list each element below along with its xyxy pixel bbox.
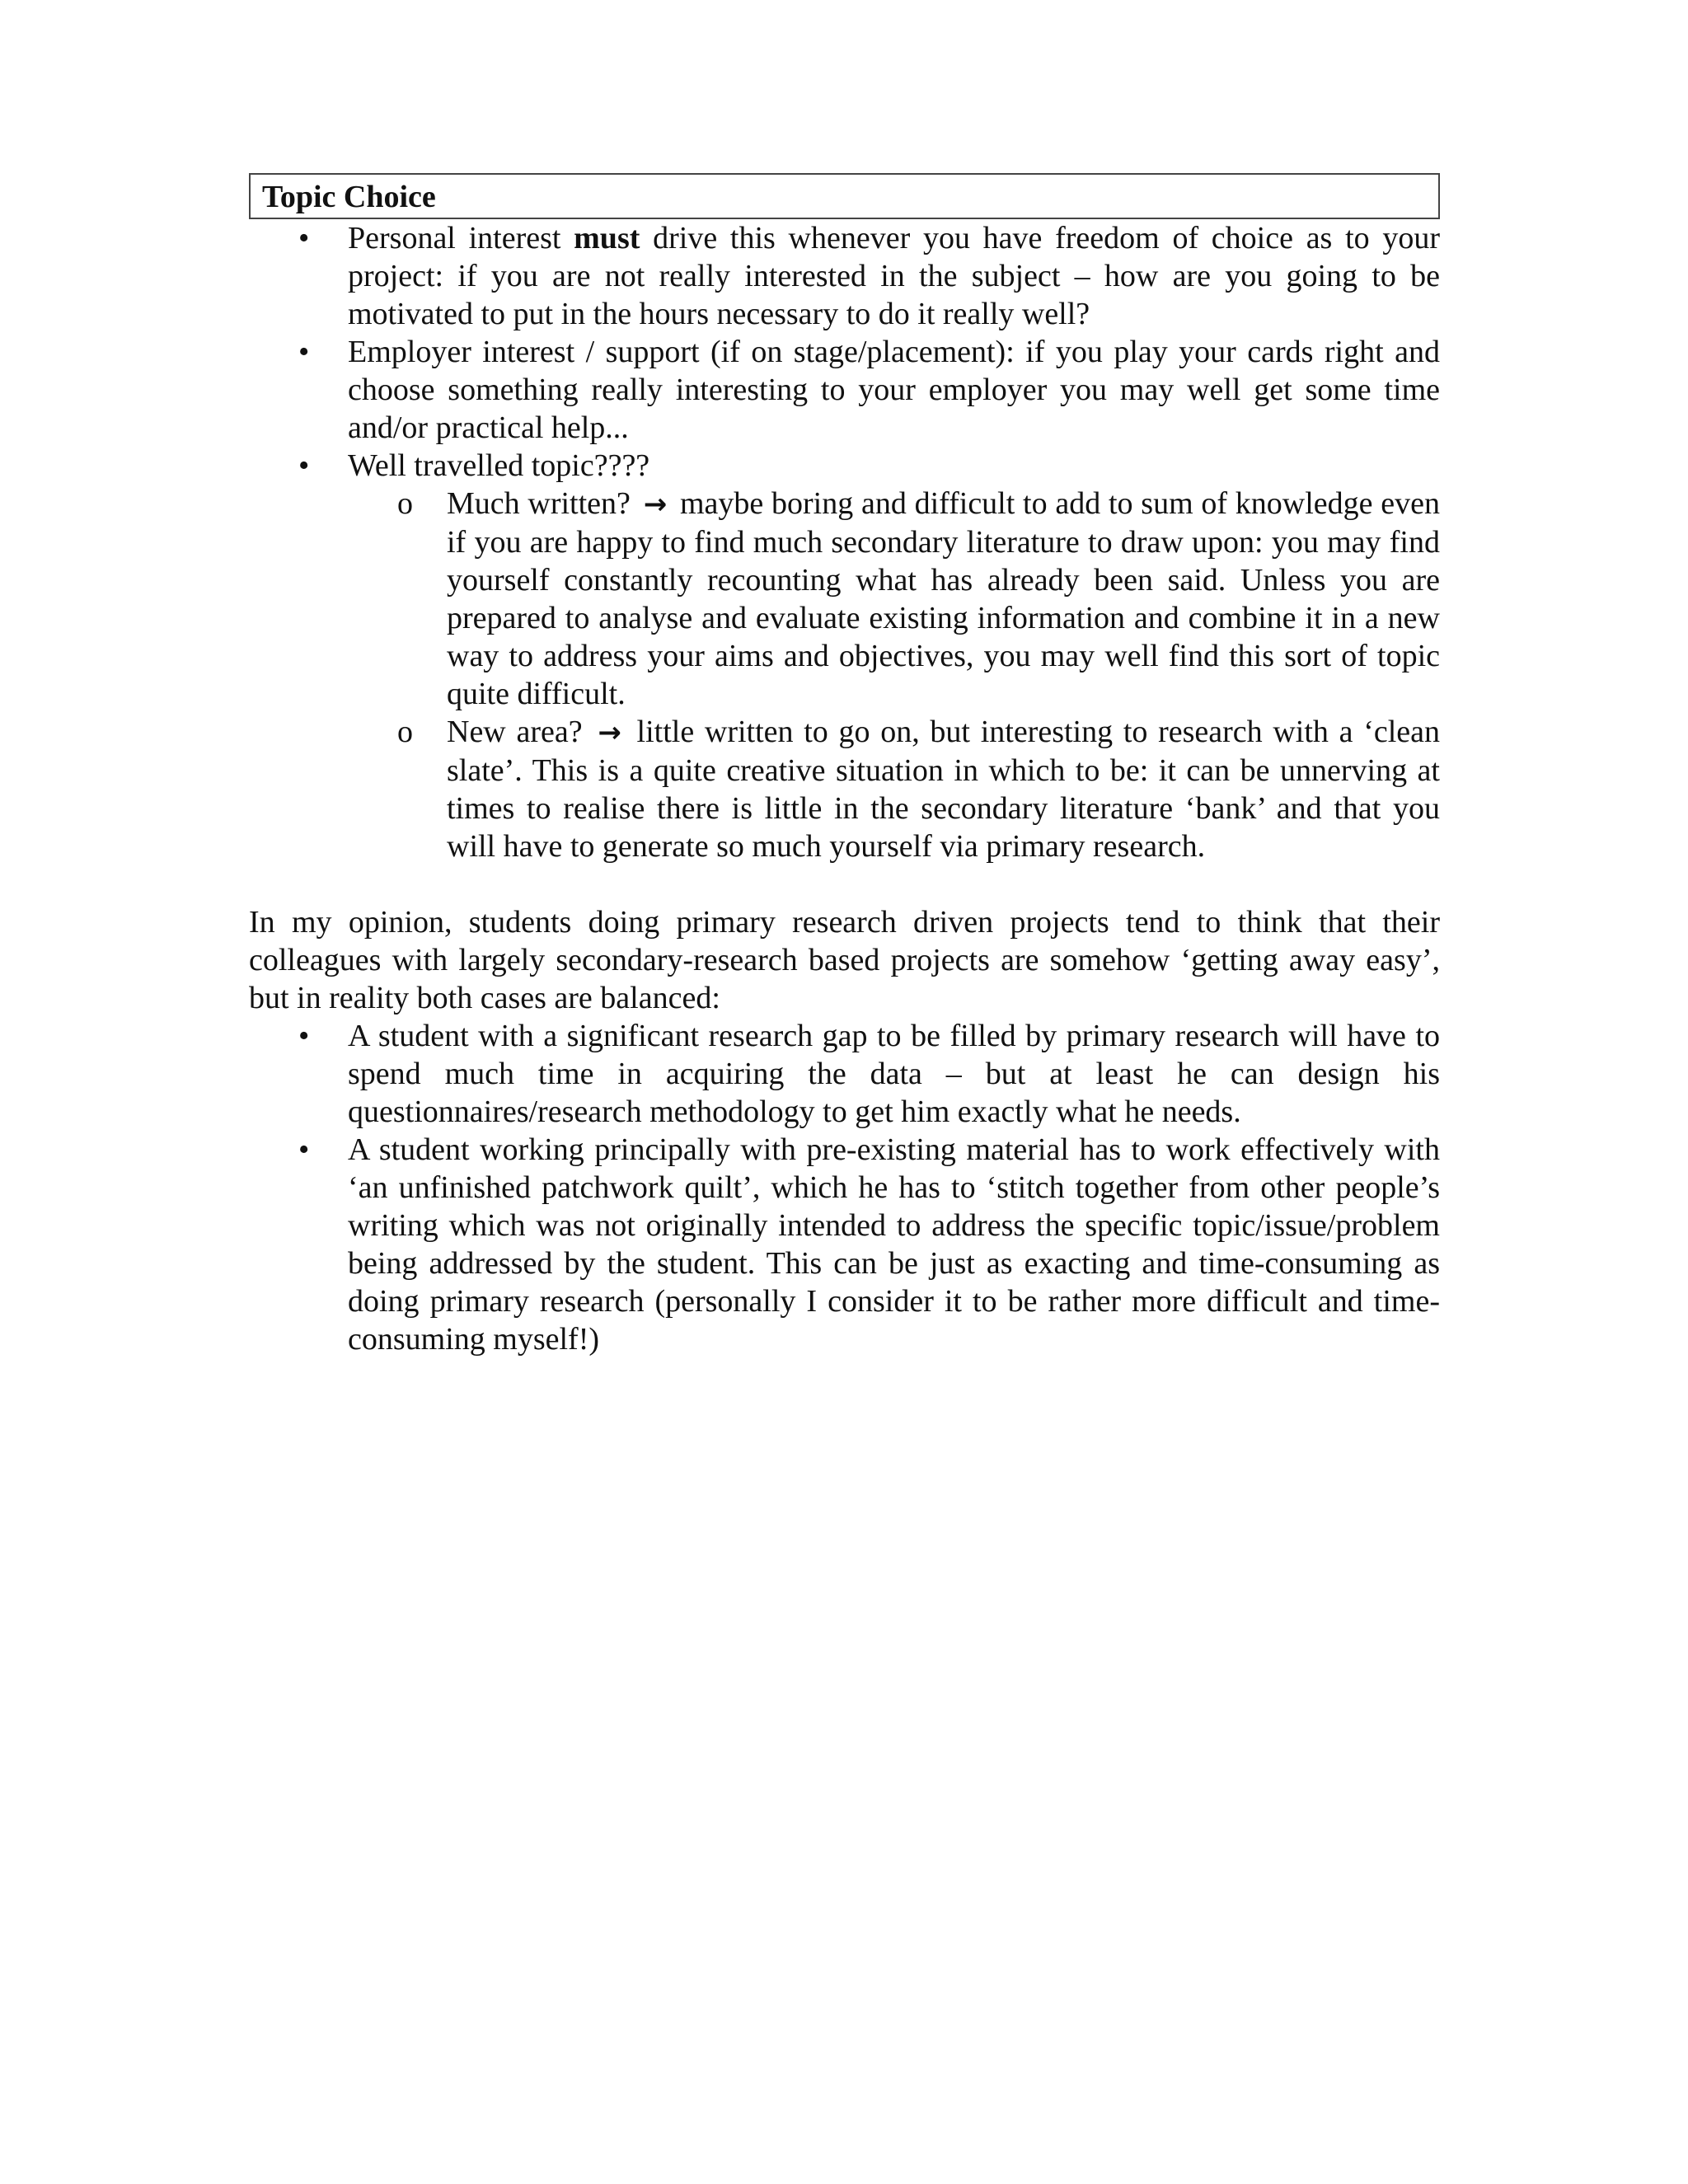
list-item-well-travelled <box>249 447 1440 865</box>
list-item-personal-interest <box>249 219 1440 333</box>
sub-list <box>348 485 1440 865</box>
bullet-text: Employer interest / support (if on stage/placement): if you play your cards right and choose something really interesting to your employer you may well get some time and/or practical help... <box>348 335 1440 445</box>
bullet-text-post: drive this whenever you have freedom of choice as to your project: if you are not really interested in the subject – how are you going to be motivated to put in the hours necessary to do it really well? <box>348 221 1440 331</box>
bullet-text-bold: must <box>574 221 640 255</box>
bullet-marker: • <box>298 1019 310 1053</box>
right-arrow-icon: → <box>643 488 668 521</box>
sub-bullet-marker: o <box>397 486 413 521</box>
list-item-employer-interest <box>249 333 1440 447</box>
sub-item-text: maybe boring and difficult to add to sum of knowledge even if you are happy to find much secondary literature to draw upon: you may find yourself constantly recounting what has already been said. Unless you are prepared to analyse and evaluate existing information and combine it in a new way to address your aims and objectives, you may well find this sort of topic quite difficult. <box>447 486 1441 711</box>
sub-item-new-area <box>348 713 1440 865</box>
list-item-pre-existing-material <box>249 1131 1440 1358</box>
bullet-marker: • <box>298 221 310 255</box>
sub-item-much-written <box>348 485 1440 713</box>
bullet-text: A student working principally with pre-existing material has to work effectively with ‘an unfinished patchwork quilt’, which he has to ‘stitch together from other people’s writing which was not originally intended to address the specific topic/issue/problem being addressed by the student. This can be just as exacting and time-consuming as doing primary research (personally I consider it to be rather more difficult and time-consuming myself!) <box>348 1132 1440 1357</box>
bullet-text: A student with a significant research gap to be filled by primary research will have to spend much time in acquiring the data – but at least he can design his questionnaires/research methodology to get him exactly what he needs. <box>348 1019 1440 1129</box>
section-heading-box <box>249 173 1440 219</box>
research-comparison-list <box>249 1017 1440 1358</box>
sub-item-text: little written to go on, but interesting to research with a ‘clean slate’. This is a quite creative situation in which to be: it can be unnerving at times to realise there is little in the secondary literature ‘bank’ and that you will have to generate so much yourself via primary research. <box>447 715 1441 864</box>
list-item-primary-research <box>249 1017 1440 1131</box>
topic-criteria-list <box>249 219 1440 865</box>
bullet-marker: • <box>298 335 310 369</box>
section-heading: Topic Choice <box>262 180 436 214</box>
bullet-marker: • <box>298 1132 310 1167</box>
opinion-paragraph: In my opinion, students doing primary research driven projects tend to think that their colleagues with largely secondary-research based projects are somehow ‘getting away easy’, but in reality both cases are balanced: <box>249 905 1440 1015</box>
sub-bullet-marker: o <box>397 715 413 749</box>
bullet-text-pre: Personal interest <box>348 221 574 255</box>
document-content <box>249 173 1440 1358</box>
right-arrow-icon: → <box>598 716 621 749</box>
sub-item-lead: New area? <box>447 715 583 749</box>
bullet-text: Well travelled topic???? <box>348 448 650 483</box>
sub-item-lead: Much written? <box>447 486 631 521</box>
bullet-marker: • <box>298 448 310 483</box>
